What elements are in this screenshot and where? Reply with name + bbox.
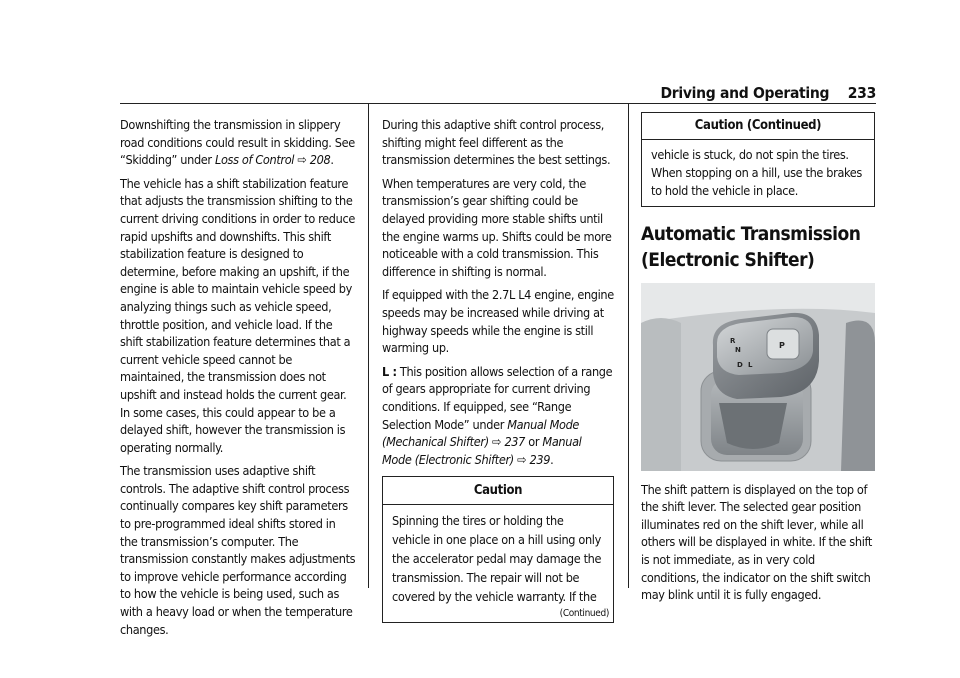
- caution-continued-body: vehicle is stuck, do not spin the tires. When stopping on a hill, use the brakes to hold the vehicle in place.: [651, 146, 862, 198]
- column-2: [382, 116, 614, 623]
- page-ref-239[interactable]: 239: [529, 451, 551, 467]
- paragraph-adaptive-shift: The transmission uses adaptive shift controls. The adaptive shift control process continually compares key shift parameters to pre-programmed ideal shifts stored in the transmission’s computer. The transmission constantly makes adjustments to improve vehicle performance according to how the vehicle is being used, such as with a heavy load or when the temperature changes.: [120, 463, 356, 637]
- page-ref-arrow-icon: ⇨: [297, 152, 307, 168]
- shifter-label-d: D: [737, 360, 743, 369]
- shifter-label-n: N: [735, 345, 741, 354]
- link-manual-mode-mechanical[interactable]: Manual Mode (Mechanical Shifter): [382, 416, 580, 450]
- page-ref-arrow-icon: ⇨: [517, 451, 527, 467]
- paragraph-skidding: Downshifting the transmission in slippery road conditions could result in skidding. See “Skidding” under Loss of Control ⇨ 208.: [120, 117, 355, 168]
- page-ref-arrow-icon: ⇨: [492, 434, 502, 450]
- park-button[interactable]: [767, 329, 799, 359]
- continued-label: (Continued): [559, 607, 609, 619]
- page-ref-208[interactable]: 208: [309, 152, 331, 168]
- shifter-label-l: L: [748, 360, 753, 369]
- column-divider-1: [368, 104, 369, 588]
- paragraph-engine-speeds: If equipped with the 2.7L L4 engine, engine speeds may be increased while driving at highway speeds while the engine is still warming up.: [382, 287, 614, 356]
- column-divider-2: [628, 104, 629, 588]
- page-header: [661, 84, 876, 102]
- paragraph-l-position: L : This position allows selection of a range of gears appropriate for current driving conditions. If equipped, see “Range Selection Mode” under Manual Mode (Mechanical Shifter) ⇨ 237 or Manual Mode (Electronic Shifter) ⇨ 239.: [382, 363, 613, 467]
- link-loss-of-control[interactable]: Loss of Control: [215, 152, 295, 168]
- paragraph-shift-pattern: The shift pattern is displayed on the top of the shift lever. The selected gear position illuminates red on the shift lever, while all others will be displayed in white. If the shift is not immediate, as in very cold conditions, the indicator on the shift switch may blink until it is fully engaged.: [641, 481, 872, 603]
- caution-body: Spinning the tires or holding the vehicle in one place on a hill using only the accelerator pedal may damage the transmission. The repair will not be covered by the vehicle warranty. If the: [392, 512, 602, 604]
- paragraph-cold-temps: When temperatures are very cold, the transmission’s gear shifting could be delayed providing more stable shifts until the engine warms up. Shifts could be more noticeable with a cold transmission. This difference in shifting is normal.: [382, 175, 612, 279]
- caution-title: Caution: [383, 477, 613, 505]
- paragraph-shift-stabilization: The vehicle has a shift stabilization feature that adjusts the transmission shifting to the current driving conditions in order to reduce rapid upshifts and downshifts. This shift stabilization feature is designed to determine, before making an upshift, if the engine is able to maintain vehicle speed by analyzing things such as vehicle speed, throttle position, and vehicle load. If the shift stabilization feature determines that a current vehicle speed cannot be maintained, the transmission does not upshift and instead holds the current gear. In some cases, this could appear to be a delayed shift, however the transmission is operating normally.: [120, 175, 355, 455]
- park-button-label: P: [779, 340, 785, 350]
- page-ref-237[interactable]: 237: [504, 434, 526, 450]
- l-label: L :: [382, 363, 397, 379]
- paragraph-adaptive-process: During this adaptive shift control process, shifting might feel different as the transmission determines the best settings.: [382, 117, 611, 168]
- caution-continued-box: [641, 112, 875, 207]
- caution-box: [382, 476, 614, 623]
- caution-continued-title: Caution (Continued): [642, 113, 874, 140]
- header-rule: [120, 103, 876, 104]
- page-number: 233: [847, 84, 876, 102]
- shifter-label-r: R: [730, 336, 736, 345]
- column-3: [641, 116, 875, 610]
- shifter-illustration: [641, 283, 875, 471]
- section-title: Automatic Transmission (Electronic Shifter): [641, 222, 861, 271]
- electronic-shifter-photo: [641, 283, 875, 471]
- column-1: [120, 116, 356, 644]
- link-manual-mode-electronic[interactable]: Manual Mode (Electronic Shifter): [382, 434, 582, 467]
- section-name: Driving and Operating: [660, 84, 830, 102]
